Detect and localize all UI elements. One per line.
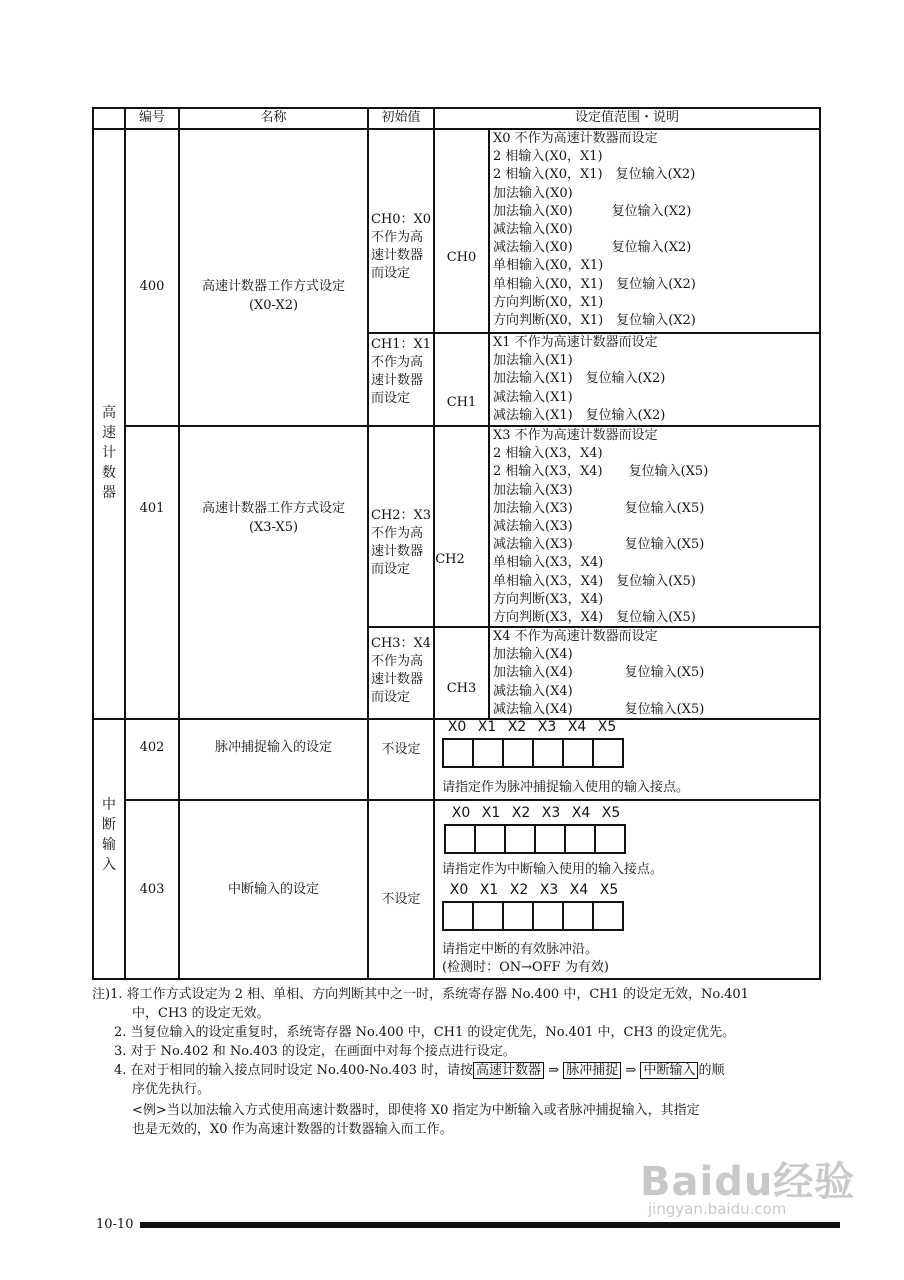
row402-description: 请指定作为脉冲捕捉输入使用的输入接点。 xyxy=(442,780,690,795)
ch0-option: 减法输入(X0) 复位输入(X2) xyxy=(493,240,692,256)
edge-checkbox[interactable] xyxy=(504,903,534,929)
contact-label: X1 xyxy=(481,805,501,821)
ch0-initial-line: 不作为高 xyxy=(371,230,424,245)
row400-ch1-label: CH1 xyxy=(446,395,477,410)
ch2-option: 单相输入(X3，X4) xyxy=(493,555,604,571)
ch0-option: 单相输入(X0，X1) xyxy=(493,258,604,274)
table-border-right xyxy=(819,107,821,980)
row400-ch0-label: CH0 xyxy=(446,250,477,265)
contact-label: X2 xyxy=(507,719,527,735)
arrow-icon: ⇒ xyxy=(548,1063,560,1078)
group-interrupt-input: 中断输入 xyxy=(102,797,116,873)
contact-label: X1 xyxy=(477,719,497,735)
ch0-initial-line: 而设定 xyxy=(371,266,411,281)
system-register-table xyxy=(92,107,821,980)
contact-label: X5 xyxy=(599,882,619,898)
ch0-option: 2 相输入(X0，X1) xyxy=(493,149,603,165)
ch0-option: 方向判断(X0，X1) xyxy=(493,294,604,310)
row402-row403-separator xyxy=(124,799,821,801)
row401-ch3-label: CH3 xyxy=(446,681,477,696)
contact-checkbox[interactable] xyxy=(594,740,622,766)
page-number: 10-10 xyxy=(96,1217,134,1232)
row400-name: 高速计数器工作方式设定 xyxy=(201,279,345,294)
ch2-option: X3 不作为高速计数器而设定 xyxy=(493,428,658,443)
contact-checkbox[interactable] xyxy=(596,826,624,852)
ch1-option: X1 不作为高速计数器而设定 xyxy=(493,335,658,350)
row400-number: 400 xyxy=(139,279,165,294)
row400-ch1-lines xyxy=(493,334,665,425)
edge-checkbox[interactable] xyxy=(534,903,564,929)
row401-ch2-lines xyxy=(493,427,708,627)
contact-label: X5 xyxy=(597,719,617,735)
row402-name: 脉冲捕捉输入的设定 xyxy=(214,740,332,755)
row400-ch0-lines xyxy=(493,130,696,330)
ch1-option: 减法输入(X1) xyxy=(493,389,573,405)
watermark-url: jingyan.baidu.com xyxy=(648,1200,787,1218)
contact-checkbox[interactable] xyxy=(564,740,594,766)
ch2-option: 2 相输入(X3，X4) 复位输入(X5) xyxy=(493,464,709,480)
contact-label: X2 xyxy=(511,805,531,821)
ch2-initial-line: 而设定 xyxy=(371,562,411,577)
edge-checkbox[interactable] xyxy=(444,903,474,929)
ch2-option: 加法输入(X3) xyxy=(493,482,573,498)
ch3-initial-line: 不作为高 xyxy=(371,654,424,669)
ch3-option: 加法输入(X4) xyxy=(493,647,573,663)
row402-contact-boxes xyxy=(442,738,624,768)
row403-edge-boxes xyxy=(442,901,624,931)
ch2-option: 加法输入(X3) 复位输入(X5) xyxy=(493,500,705,516)
note-4-tail: 的顺 xyxy=(698,1063,725,1078)
header-separator xyxy=(92,128,821,130)
row403-contact-boxes xyxy=(444,824,626,854)
note-1-line1: 注)1. 将工作方式设定为 2 相、单相、方向判断其中之一时，系统寄存器 No.400 中，CH1 的设定无效，No.401 xyxy=(92,987,749,1002)
ch2-initial-line: 不作为高 xyxy=(371,526,424,541)
col-line-name xyxy=(178,107,180,980)
ch1-initial-line: 速计数器 xyxy=(371,373,424,388)
priority-high-speed-counter: 高速计数器 xyxy=(473,1062,544,1079)
row403-name: 中断输入的设定 xyxy=(227,882,319,897)
header-initial: 初始值 xyxy=(381,110,421,125)
row403-initial: 不设定 xyxy=(381,892,421,907)
group-high-speed-counter: 高速计数器 xyxy=(102,405,116,501)
watermark-logo: Baidu经验 xyxy=(640,1159,856,1205)
contact-label: X0 xyxy=(447,719,467,735)
contact-label: X1 xyxy=(479,882,499,898)
example-line2: 也是无效的，X0 作为高速计数器的计数器输入而工作。 xyxy=(132,1122,453,1137)
row403-edge-note: (检测时：ON→OFF 为有效) xyxy=(442,960,609,975)
ch0-initial-line: 速计数器 xyxy=(371,248,424,263)
ch3-initial-line: 速计数器 xyxy=(371,672,424,687)
row403-description: 请指定作为中断输入使用的输入接点。 xyxy=(442,862,664,877)
contact-label: X0 xyxy=(449,882,469,898)
col-line-range xyxy=(433,107,435,980)
contact-checkbox[interactable] xyxy=(534,740,564,766)
note-1-line2: 中，CH3 的设定无效。 xyxy=(132,1006,270,1021)
ch2-initial-line: CH2：X3 xyxy=(371,508,432,523)
ch2-option: 减法输入(X3) 复位输入(X5) xyxy=(493,537,705,553)
contact-checkbox[interactable] xyxy=(506,826,536,852)
ch0-option: 方向判断(X0，X1) 复位输入(X2) xyxy=(493,313,696,329)
row402-contact-labels xyxy=(442,719,622,735)
priority-pulse-catch: 脉冲捕捉 xyxy=(563,1062,621,1079)
ch0-option: 2 相输入(X0，X1) 复位输入(X2) xyxy=(493,167,696,183)
note-3: 3. 对于 No.402 和 No.403 的设定，在画面中对每个接点进行设定。 xyxy=(114,1044,516,1059)
contact-checkbox[interactable] xyxy=(476,826,506,852)
row400-name-range: (X0-X2) xyxy=(248,298,299,313)
row402-number: 402 xyxy=(139,740,165,755)
ch2-option: 减法输入(X3) xyxy=(493,519,573,535)
table-border-bottom xyxy=(92,978,821,980)
row401-number: 401 xyxy=(139,501,165,516)
note-4-line1 xyxy=(114,1061,724,1080)
ch0-initial-line: CH0：X0 xyxy=(371,212,432,227)
ch1-option: 加法输入(X1) xyxy=(493,353,573,369)
arrow-icon: ⇒ xyxy=(625,1063,637,1078)
ch1-initial-line: 不作为高 xyxy=(371,355,424,370)
row401-name: 高速计数器工作方式设定 xyxy=(201,501,345,516)
header-name: 名称 xyxy=(260,110,287,125)
row401-ch2-label: CH2 xyxy=(435,552,465,567)
ch1-option: 加法输入(X1) 复位输入(X2) xyxy=(493,371,666,387)
ch0-option: 单相输入(X0，X1) 复位输入(X2) xyxy=(493,276,696,292)
contact-label: X3 xyxy=(539,882,559,898)
footer-rule xyxy=(140,1222,840,1228)
ch3-option: 减法输入(X4) 复位输入(X5) xyxy=(493,701,705,717)
note-4-line2: 序优先执行。 xyxy=(132,1082,211,1097)
header-number: 编号 xyxy=(138,110,165,125)
ch0-option: X0 不作为高速计数器而设定 xyxy=(493,131,658,146)
contact-checkbox[interactable] xyxy=(566,826,596,852)
contact-label: X0 xyxy=(451,805,471,821)
ch3-initial-line: CH3：X4 xyxy=(371,636,432,651)
row400-ch1-initial xyxy=(371,336,431,408)
ch2-option: 方向判断(X3，X4) xyxy=(493,591,604,607)
row400-ch0-initial xyxy=(371,211,431,283)
contact-label: X2 xyxy=(509,882,529,898)
ch2-initial-line: 速计数器 xyxy=(371,544,424,559)
note-2: 2. 当复位输入的设定重复时，系统寄存器 No.400 中，CH1 的设定优先，No.401 中，CH3 的设定优先。 xyxy=(114,1025,736,1040)
edge-checkbox[interactable] xyxy=(474,903,504,929)
row401-ch3-lines xyxy=(493,628,704,719)
row402-initial: 不设定 xyxy=(381,742,421,757)
contact-checkbox[interactable] xyxy=(446,826,476,852)
ch2-option: 方向判断(X3，X4) 复位输入(X5) xyxy=(493,610,696,626)
contact-label: X4 xyxy=(567,719,587,735)
row401-name-range: (X3-X5) xyxy=(248,520,299,535)
contact-label: X4 xyxy=(571,805,591,821)
example-line1: <例>当以加法输入方式使用高速计数器时，即使将 X0 指定为中断输入或者脉冲捕捉输入，其指定 xyxy=(132,1103,700,1118)
contact-label: X5 xyxy=(601,805,621,821)
ch1-initial-line: CH1：X1 xyxy=(371,337,432,352)
table-border-left xyxy=(92,107,94,980)
contact-label: X4 xyxy=(569,882,589,898)
ch0-option: 减法输入(X0) xyxy=(493,222,573,238)
col-line-number xyxy=(124,107,126,980)
contact-checkbox[interactable] xyxy=(444,740,474,766)
col-line-ch xyxy=(488,128,490,718)
row401-ch3-initial xyxy=(371,635,431,707)
col-line-initial xyxy=(367,107,369,980)
ch3-option: X4 不作为高速计数器而设定 xyxy=(493,629,658,644)
priority-interrupt-input: 中断输入 xyxy=(640,1062,698,1079)
row403-edge-labels-1 xyxy=(446,805,626,821)
ch0-option: 加法输入(X0) 复位输入(X2) xyxy=(493,203,692,219)
ch3-initial-line: 而设定 xyxy=(371,690,411,705)
header-range: 设定值范围・说明 xyxy=(574,110,679,125)
contact-checkbox[interactable] xyxy=(504,740,534,766)
ch3-option: 减法输入(X4) xyxy=(493,683,573,699)
contact-label: X3 xyxy=(537,719,557,735)
row403-edge-labels-2 xyxy=(444,882,624,898)
ch3-option: 加法输入(X4) 复位输入(X5) xyxy=(493,665,705,681)
contact-checkbox[interactable] xyxy=(474,740,504,766)
contact-label: X3 xyxy=(541,805,561,821)
note-4-text: 4. 在对于相同的输入接点同时设定 No.400-No.403 时，请按 xyxy=(114,1063,474,1078)
contact-checkbox[interactable] xyxy=(536,826,566,852)
edge-checkbox[interactable] xyxy=(564,903,594,929)
ch1-option: 减法输入(X1) 复位输入(X2) xyxy=(493,407,666,423)
row401-ch2-initial xyxy=(371,507,431,579)
ch0-option: 加法输入(X0) xyxy=(493,185,573,201)
row400-row401-separator xyxy=(124,425,821,427)
row403-edge-description: 请指定中断的有效脉冲沿。 xyxy=(442,942,599,957)
row403-number: 403 xyxy=(139,882,165,897)
edge-checkbox[interactable] xyxy=(594,903,622,929)
ch2-option: 2 相输入(X3，X4) xyxy=(493,446,603,462)
ch2-option: 单相输入(X3，X4) 复位输入(X5) xyxy=(493,573,696,589)
ch1-initial-line: 而设定 xyxy=(371,391,411,406)
